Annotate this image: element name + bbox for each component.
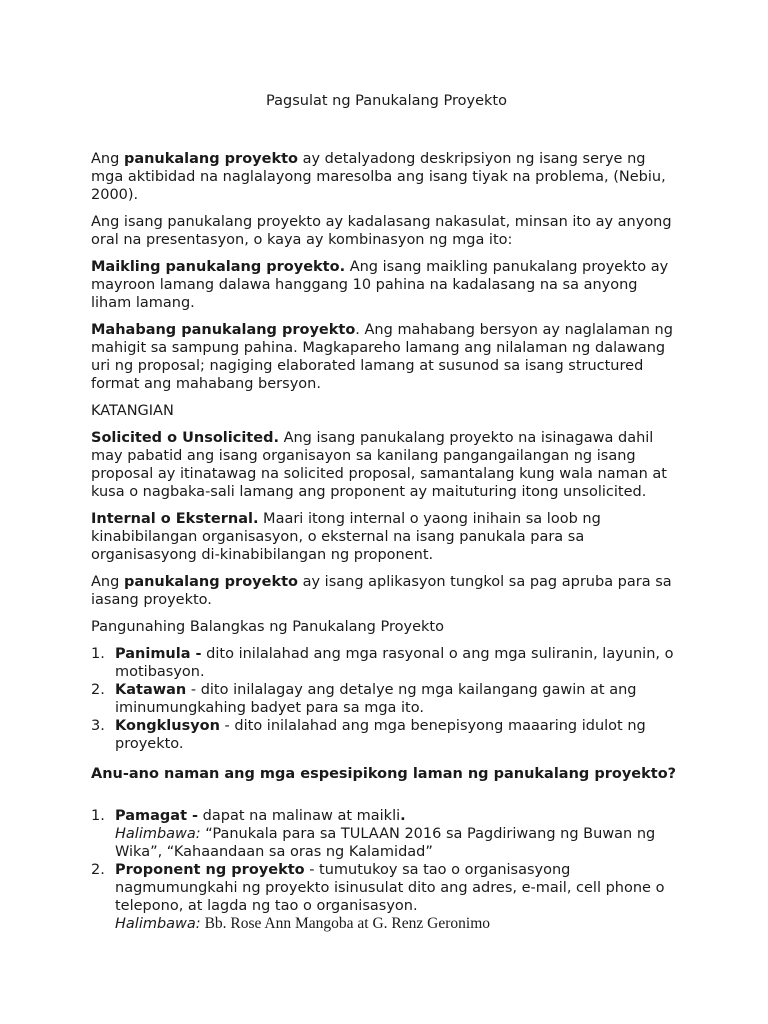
bold-term: Katawan [115,682,187,698]
bold-question: Anu-ano naman ang mga espesipikong laman ng panukalang proyekto? [91,766,677,782]
text: Ang isang maikling panukalang proyekto ay mayroon lamang dalawa hanggang 10 pahina na kadalasang na sa anyong liham lamang. [91,259,669,311]
bold-term: Solicited o Unsolicited. [91,430,279,446]
page-title: Pagsulat ng Panukalang Proyekto [266,93,507,109]
laman-list [91,807,682,933]
bold-term: Kongklusyon [115,718,220,734]
list-item [91,681,682,717]
section-heading-katangian: KATANGIAN [91,403,174,419]
text: Ang [91,151,124,167]
text: . Ang mahabang bersyon ay naglalaman ng mahigit sa sampung pahina. Magkapareho lamang ang nilalaman ng dalawang uri ng proposal; nagiging elaborated lamang at susunod sa isang structured format ang mahabang bersyon. [91,322,673,392]
text: - tumutukoy sa tao o organisasyong nagmumungkahi ng proyekto isinusulat dito ang adres, e-mail, cell phone o telepono, at lagda ng tao o organisasyon. [115,862,665,914]
section-heading-balangkas: Pangunahing Balangkas ng Panukalang Proyekto [91,619,444,635]
application-paragraph [91,573,682,609]
text: - dito inilalahad ang mga benepisyong maaaring idulot ng proyekto. [115,718,646,752]
bold-term: Proponent ng proyekto [115,862,305,878]
text: ay detalyadong deskripsiyon ng isang serye ng mga aktibidad na naglalayong maresolba ang isang tiyak na problema, (Nebiu, 2000). [91,151,666,203]
list-item [91,807,682,861]
question-heading [91,765,682,783]
example-label: Halimbawa: [115,916,201,932]
bold-term: panukalang proyekto [123,574,298,590]
solicited-paragraph [91,429,682,501]
text: dapat na malinaw at maikli [198,808,401,824]
list-item [91,645,682,681]
intro-paragraph-1 [91,150,682,204]
example-text: Bb. Rose Ann Mangoba at G. Renz Geronimo [200,915,490,932]
text: - dito inilalagay ang detalye ng mga kailangang gawin at ang iminumungkahing badyet para sa mga ito. [115,682,637,716]
short-proposal-paragraph [91,258,682,312]
long-proposal-paragraph [91,321,682,393]
list-number: 2. [91,862,105,878]
text: ay isang aplikasyon tungkol sa pag apruba para sa iasang proyekto. [91,574,672,608]
bold-term: panukalang proyekto [123,151,298,167]
list-number: 3. [91,718,105,734]
list-number: 2. [91,682,105,698]
example-text: “Panukala para sa TULAAN 2016 sa Pagdiriwang ng Buwan ng Wika”, “Kahaandaan sa oras ng Kalamidad” [115,826,656,860]
list-item [91,717,682,753]
list-number: 1. [91,808,105,824]
text: Ang isang panukalang proyekto na isinagawa dahil may pabatid ang isang organisayon sa kanilang pangangailangan ng isang proposal ay itinatawag na solicited proposal, samantalang kung wala naman at kusa o nagbaka-sali lamang ang proponent ay maituturing itong unsolicited. [91,430,667,500]
bold-term: Mahabang panukalang proyekto [91,322,356,338]
bold-term: Maikling panukalang proyekto. [91,259,346,275]
internal-paragraph [91,510,682,564]
text: Ang [91,574,124,590]
bold-period: . [400,808,406,824]
list-item [91,861,682,933]
text: dito inilalahad ang mga rasyonal o ang mga suliranin, layunin, o motibasyon. [115,646,674,680]
text: Maari itong internal o yaong inihain sa loob ng kinabibilangan organisasyon, o eksternal na isang panukala para sa organisasyong di-kinabibilangan ng proponent. [91,511,601,563]
bold-term: Internal o Eksternal. [91,511,259,527]
intro-paragraph-2: Ang isang panukalang proyekto ay kadalasang nakasulat, minsan ito ay anyong oral na presentasyon, o kaya ay kombinasyon ng mga ito: [91,214,672,248]
list-number: 1. [91,646,105,662]
example-label: Halimbawa: [115,826,201,842]
bold-term: Panimula - [115,646,202,662]
bold-term: Pamagat - [115,808,199,824]
balangkas-list [91,645,682,753]
